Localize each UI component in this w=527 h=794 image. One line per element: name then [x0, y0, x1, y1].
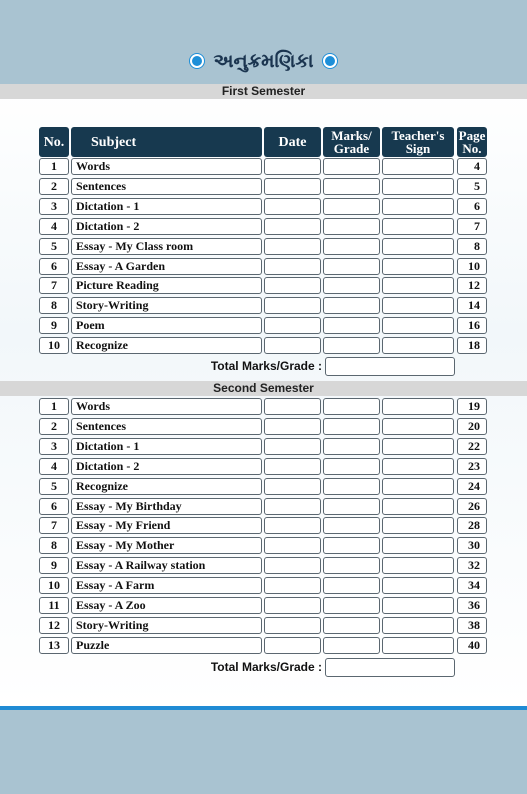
row-number: 2: [39, 178, 69, 195]
row-date-field[interactable]: [264, 617, 321, 634]
row-sign-field[interactable]: [382, 337, 454, 354]
row-number: 3: [39, 438, 69, 455]
row-sign-field[interactable]: [382, 317, 454, 334]
row-date-field[interactable]: [264, 597, 321, 614]
row-date-field[interactable]: [264, 637, 321, 654]
title-text: અનુક્રમણિકા: [213, 50, 314, 72]
second-semester-bar: Second Semester: [0, 381, 527, 396]
row-marks-field[interactable]: [323, 337, 380, 354]
row-sign-field[interactable]: [382, 617, 454, 634]
row-marks-field[interactable]: [323, 517, 380, 534]
table-row: [0, 397, 527, 417]
row-sign-field[interactable]: [382, 158, 454, 175]
row-page-number: 23: [457, 458, 487, 475]
row-date-field[interactable]: [264, 337, 321, 354]
first-semester-bar: First Semester: [0, 84, 527, 99]
row-subject: Sentences: [71, 418, 262, 435]
row-date-field[interactable]: [264, 458, 321, 475]
row-sign-field[interactable]: [382, 178, 454, 195]
header-sign: [382, 127, 454, 157]
row-date-field[interactable]: [264, 158, 321, 175]
row-sign-field[interactable]: [382, 218, 454, 235]
header-date: Date: [264, 127, 321, 157]
row-subject: Picture Reading: [71, 277, 262, 294]
row-marks-field[interactable]: [323, 478, 380, 495]
row-page-number: 10: [457, 258, 487, 275]
row-date-field[interactable]: [264, 517, 321, 534]
table-row: [0, 276, 527, 296]
row-subject: Essay - A Garden: [71, 258, 262, 275]
table-row: [0, 417, 527, 437]
row-page-number: 38: [457, 617, 487, 634]
row-number: 12: [39, 617, 69, 634]
header-page-line2: No.: [462, 141, 482, 156]
row-date-field[interactable]: [264, 198, 321, 215]
table-row: [0, 336, 527, 356]
row-page-number: 26: [457, 498, 487, 515]
row-sign-field[interactable]: [382, 258, 454, 275]
row-number: 7: [39, 277, 69, 294]
row-sign-field[interactable]: [382, 438, 454, 455]
row-page-number: 4: [457, 158, 487, 175]
second-total-label: Total Marks/Grade :: [210, 660, 322, 674]
row-marks-field[interactable]: [323, 317, 380, 334]
bullet-dot-icon: [190, 54, 204, 68]
row-page-number: 28: [457, 517, 487, 534]
table-row: [0, 636, 527, 656]
row-subject: Essay - A Zoo: [71, 597, 262, 614]
row-sign-field[interactable]: [382, 577, 454, 594]
table-row: [0, 217, 527, 237]
table-row: [0, 477, 527, 497]
row-sign-field[interactable]: [382, 597, 454, 614]
row-marks-field[interactable]: [323, 418, 380, 435]
row-number: 4: [39, 218, 69, 235]
row-subject: Story-Writing: [71, 297, 262, 314]
bullet-dot-icon: [323, 54, 337, 68]
row-number: 1: [39, 158, 69, 175]
header-page: [457, 127, 487, 157]
row-subject: Essay - A Farm: [71, 577, 262, 594]
header-marks-line2: Grade: [333, 141, 370, 156]
row-sign-field[interactable]: [382, 498, 454, 515]
row-page-number: 6: [457, 198, 487, 215]
row-number: 2: [39, 418, 69, 435]
row-page-number: 12: [457, 277, 487, 294]
row-number: 11: [39, 597, 69, 614]
row-page-number: 32: [457, 557, 487, 574]
row-sign-field[interactable]: [382, 238, 454, 255]
row-sign-field[interactable]: [382, 198, 454, 215]
second-total-row: [0, 658, 527, 678]
row-number: 3: [39, 198, 69, 215]
row-page-number: 34: [457, 577, 487, 594]
row-number: 4: [39, 458, 69, 475]
table-row: [0, 457, 527, 477]
row-page-number: 16: [457, 317, 487, 334]
first-total-box[interactable]: [325, 357, 455, 376]
row-marks-field[interactable]: [323, 438, 380, 455]
table-row: [0, 556, 527, 576]
row-subject: Dictation - 2: [71, 218, 262, 235]
row-page-number: 18: [457, 337, 487, 354]
table-row: [0, 576, 527, 596]
row-sign-field[interactable]: [382, 557, 454, 574]
row-page-number: 19: [457, 398, 487, 415]
row-marks-field[interactable]: [323, 617, 380, 634]
table-row: [0, 616, 527, 636]
table-row: [0, 516, 527, 536]
first-total-row: [0, 357, 527, 377]
row-number: 10: [39, 577, 69, 594]
row-number: 9: [39, 317, 69, 334]
row-number: 6: [39, 258, 69, 275]
row-sign-field[interactable]: [382, 537, 454, 554]
row-subject: Recognize: [71, 478, 262, 495]
header-page-line1: Page: [458, 128, 486, 143]
row-subject: Recognize: [71, 337, 262, 354]
index-title: [0, 44, 527, 78]
row-sign-field[interactable]: [382, 418, 454, 435]
row-marks-field[interactable]: [323, 637, 380, 654]
row-number: 5: [39, 478, 69, 495]
row-sign-field[interactable]: [382, 277, 454, 294]
row-number: 5: [39, 238, 69, 255]
table-row: [0, 177, 527, 197]
row-page-number: 8: [457, 238, 487, 255]
row-date-field[interactable]: [264, 317, 321, 334]
row-marks-field[interactable]: [323, 158, 380, 175]
row-subject: Words: [71, 158, 262, 175]
row-date-field[interactable]: [264, 438, 321, 455]
first-total-label: Total Marks/Grade :: [210, 359, 322, 373]
row-date-field[interactable]: [264, 557, 321, 574]
row-page-number: 22: [457, 438, 487, 455]
row-marks-field[interactable]: [323, 577, 380, 594]
row-date-field[interactable]: [264, 498, 321, 515]
header-marks-line1: Marks/: [331, 128, 372, 143]
row-number: 13: [39, 637, 69, 654]
table-row: [0, 596, 527, 616]
table-row: [0, 296, 527, 316]
row-marks-field[interactable]: [323, 277, 380, 294]
row-page-number: 7: [457, 218, 487, 235]
table-row: [0, 497, 527, 517]
row-number: 8: [39, 297, 69, 314]
row-date-field[interactable]: [264, 258, 321, 275]
table-row: [0, 197, 527, 217]
row-page-number: 30: [457, 537, 487, 554]
row-date-field[interactable]: [264, 178, 321, 195]
row-marks-field[interactable]: [323, 297, 380, 314]
row-page-number: 36: [457, 597, 487, 614]
row-subject: Essay - My Mother: [71, 537, 262, 554]
row-number: 9: [39, 557, 69, 574]
table-row: [0, 157, 527, 177]
header-sign-line2: Sign: [405, 141, 431, 156]
row-marks-field[interactable]: [323, 198, 380, 215]
row-marks-field[interactable]: [323, 498, 380, 515]
row-date-field[interactable]: [264, 418, 321, 435]
row-sign-field[interactable]: [382, 517, 454, 534]
row-page-number: 20: [457, 418, 487, 435]
row-number: 1: [39, 398, 69, 415]
row-subject: Words: [71, 398, 262, 415]
row-sign-field[interactable]: [382, 297, 454, 314]
table-row: [0, 237, 527, 257]
row-date-field[interactable]: [264, 218, 321, 235]
row-subject: Sentences: [71, 178, 262, 195]
row-marks-field[interactable]: [323, 537, 380, 554]
table-row: [0, 437, 527, 457]
row-date-field[interactable]: [264, 277, 321, 294]
row-page-number: 5: [457, 178, 487, 195]
row-marks-field[interactable]: [323, 218, 380, 235]
row-date-field[interactable]: [264, 478, 321, 495]
bottom-band: [0, 710, 527, 794]
row-subject: Puzzle: [71, 637, 262, 654]
row-page-number: 24: [457, 478, 487, 495]
row-subject: Story-Writing: [71, 617, 262, 634]
table-row: [0, 257, 527, 277]
row-page-number: 14: [457, 297, 487, 314]
header-subject: Subject: [71, 127, 262, 157]
row-date-field[interactable]: [264, 297, 321, 314]
row-subject: Essay - My Birthday: [71, 498, 262, 515]
row-sign-field[interactable]: [382, 637, 454, 654]
row-subject: Essay - My Class room: [71, 238, 262, 255]
row-page-number: 40: [457, 637, 487, 654]
row-marks-field[interactable]: [323, 238, 380, 255]
row-number: 6: [39, 498, 69, 515]
row-date-field[interactable]: [264, 577, 321, 594]
row-number: 8: [39, 537, 69, 554]
row-subject: Dictation - 1: [71, 198, 262, 215]
row-date-field[interactable]: [264, 398, 321, 415]
row-marks-field[interactable]: [323, 597, 380, 614]
row-marks-field[interactable]: [323, 178, 380, 195]
second-total-box[interactable]: [325, 658, 455, 677]
row-sign-field[interactable]: [382, 458, 454, 475]
row-date-field[interactable]: [264, 537, 321, 554]
row-number: 7: [39, 517, 69, 534]
row-marks-field[interactable]: [323, 557, 380, 574]
table-row: [0, 536, 527, 556]
row-subject: Poem: [71, 317, 262, 334]
row-date-field[interactable]: [264, 238, 321, 255]
row-subject: Dictation - 2: [71, 458, 262, 475]
header-sign-line1: Teacher's: [391, 128, 445, 143]
row-sign-field[interactable]: [382, 478, 454, 495]
table-row: [0, 316, 527, 336]
row-sign-field[interactable]: [382, 398, 454, 415]
row-number: 10: [39, 337, 69, 354]
header-marks: [323, 127, 380, 157]
row-marks-field[interactable]: [323, 458, 380, 475]
row-subject: Dictation - 1: [71, 438, 262, 455]
row-marks-field[interactable]: [323, 398, 380, 415]
row-subject: Essay - My Friend: [71, 517, 262, 534]
header-no: No.: [39, 127, 69, 157]
row-subject: Essay - A Railway station: [71, 557, 262, 574]
row-marks-field[interactable]: [323, 258, 380, 275]
